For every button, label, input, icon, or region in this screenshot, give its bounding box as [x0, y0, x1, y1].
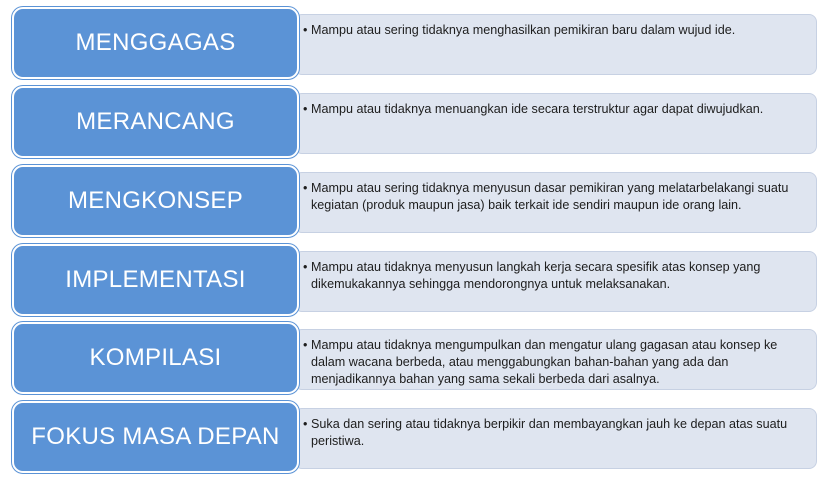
label-text: FOKUS MASA DEPAN [31, 423, 280, 450]
label-text: MERANCANG [76, 108, 235, 135]
description-text: Mampu atau tidaknya menyusun langkah kerja secara spesifik atas konsep yang dikemukakannya sehingga mendorongnya untuk melaksanakan. [311, 260, 761, 291]
row-menggagas [0, 7, 835, 80]
description-text: Mampu atau tidaknya mengumpulkan dan mengatur ulang gagasan atau konsep ke dalam wacana berbeda, atau menggabungkan bahan-bahan yang ada dan menjadikannya bahan yang sama sekali berbeda dari asalnya. [311, 338, 778, 386]
bullet: • [303, 417, 308, 431]
bullet: • [303, 338, 308, 352]
label-box [12, 165, 299, 237]
label-box [12, 7, 299, 79]
description-box [294, 251, 817, 312]
label-box [12, 244, 299, 316]
description-box [294, 172, 817, 233]
row-implementasi [0, 244, 835, 317]
description-text: Mampu atau sering tidaknya menyusun dasar pemikiran yang melatarbelakangi suatu kegiatan (produk maupun jasa) baik terkait ide sendiri maupun ide orang lain. [311, 181, 789, 212]
label-text: KOMPILASI [89, 344, 222, 371]
description-box [294, 408, 817, 469]
label-box [12, 86, 299, 158]
row-merancang [0, 86, 835, 159]
description-box [294, 329, 817, 390]
bullet: • [303, 23, 308, 37]
label-box [12, 322, 299, 394]
description-text: Suka dan sering atau tidaknya berpikir dan membayangkan jauh ke depan atas suatu peristiwa. [311, 417, 788, 448]
bullet: • [303, 181, 308, 195]
description-box [294, 14, 817, 75]
bullet: • [303, 102, 308, 116]
description-box [294, 93, 817, 154]
label-box [12, 401, 299, 473]
row-kompilasi [0, 322, 835, 395]
bullet: • [303, 260, 308, 274]
row-fokus-masa-depan [0, 401, 835, 474]
description-text: Mampu atau tidaknya menuangkan ide secara terstruktur agar dapat diwujudkan. [311, 102, 764, 116]
label-text: IMPLEMENTASI [65, 266, 246, 293]
description-text: Mampu atau sering tidaknya menghasilkan pemikiran baru dalam wujud ide. [311, 23, 736, 37]
row-mengkonsep [0, 165, 835, 238]
label-text: MENGGAGAS [75, 29, 236, 56]
label-text: MENGKONSEP [67, 187, 244, 214]
